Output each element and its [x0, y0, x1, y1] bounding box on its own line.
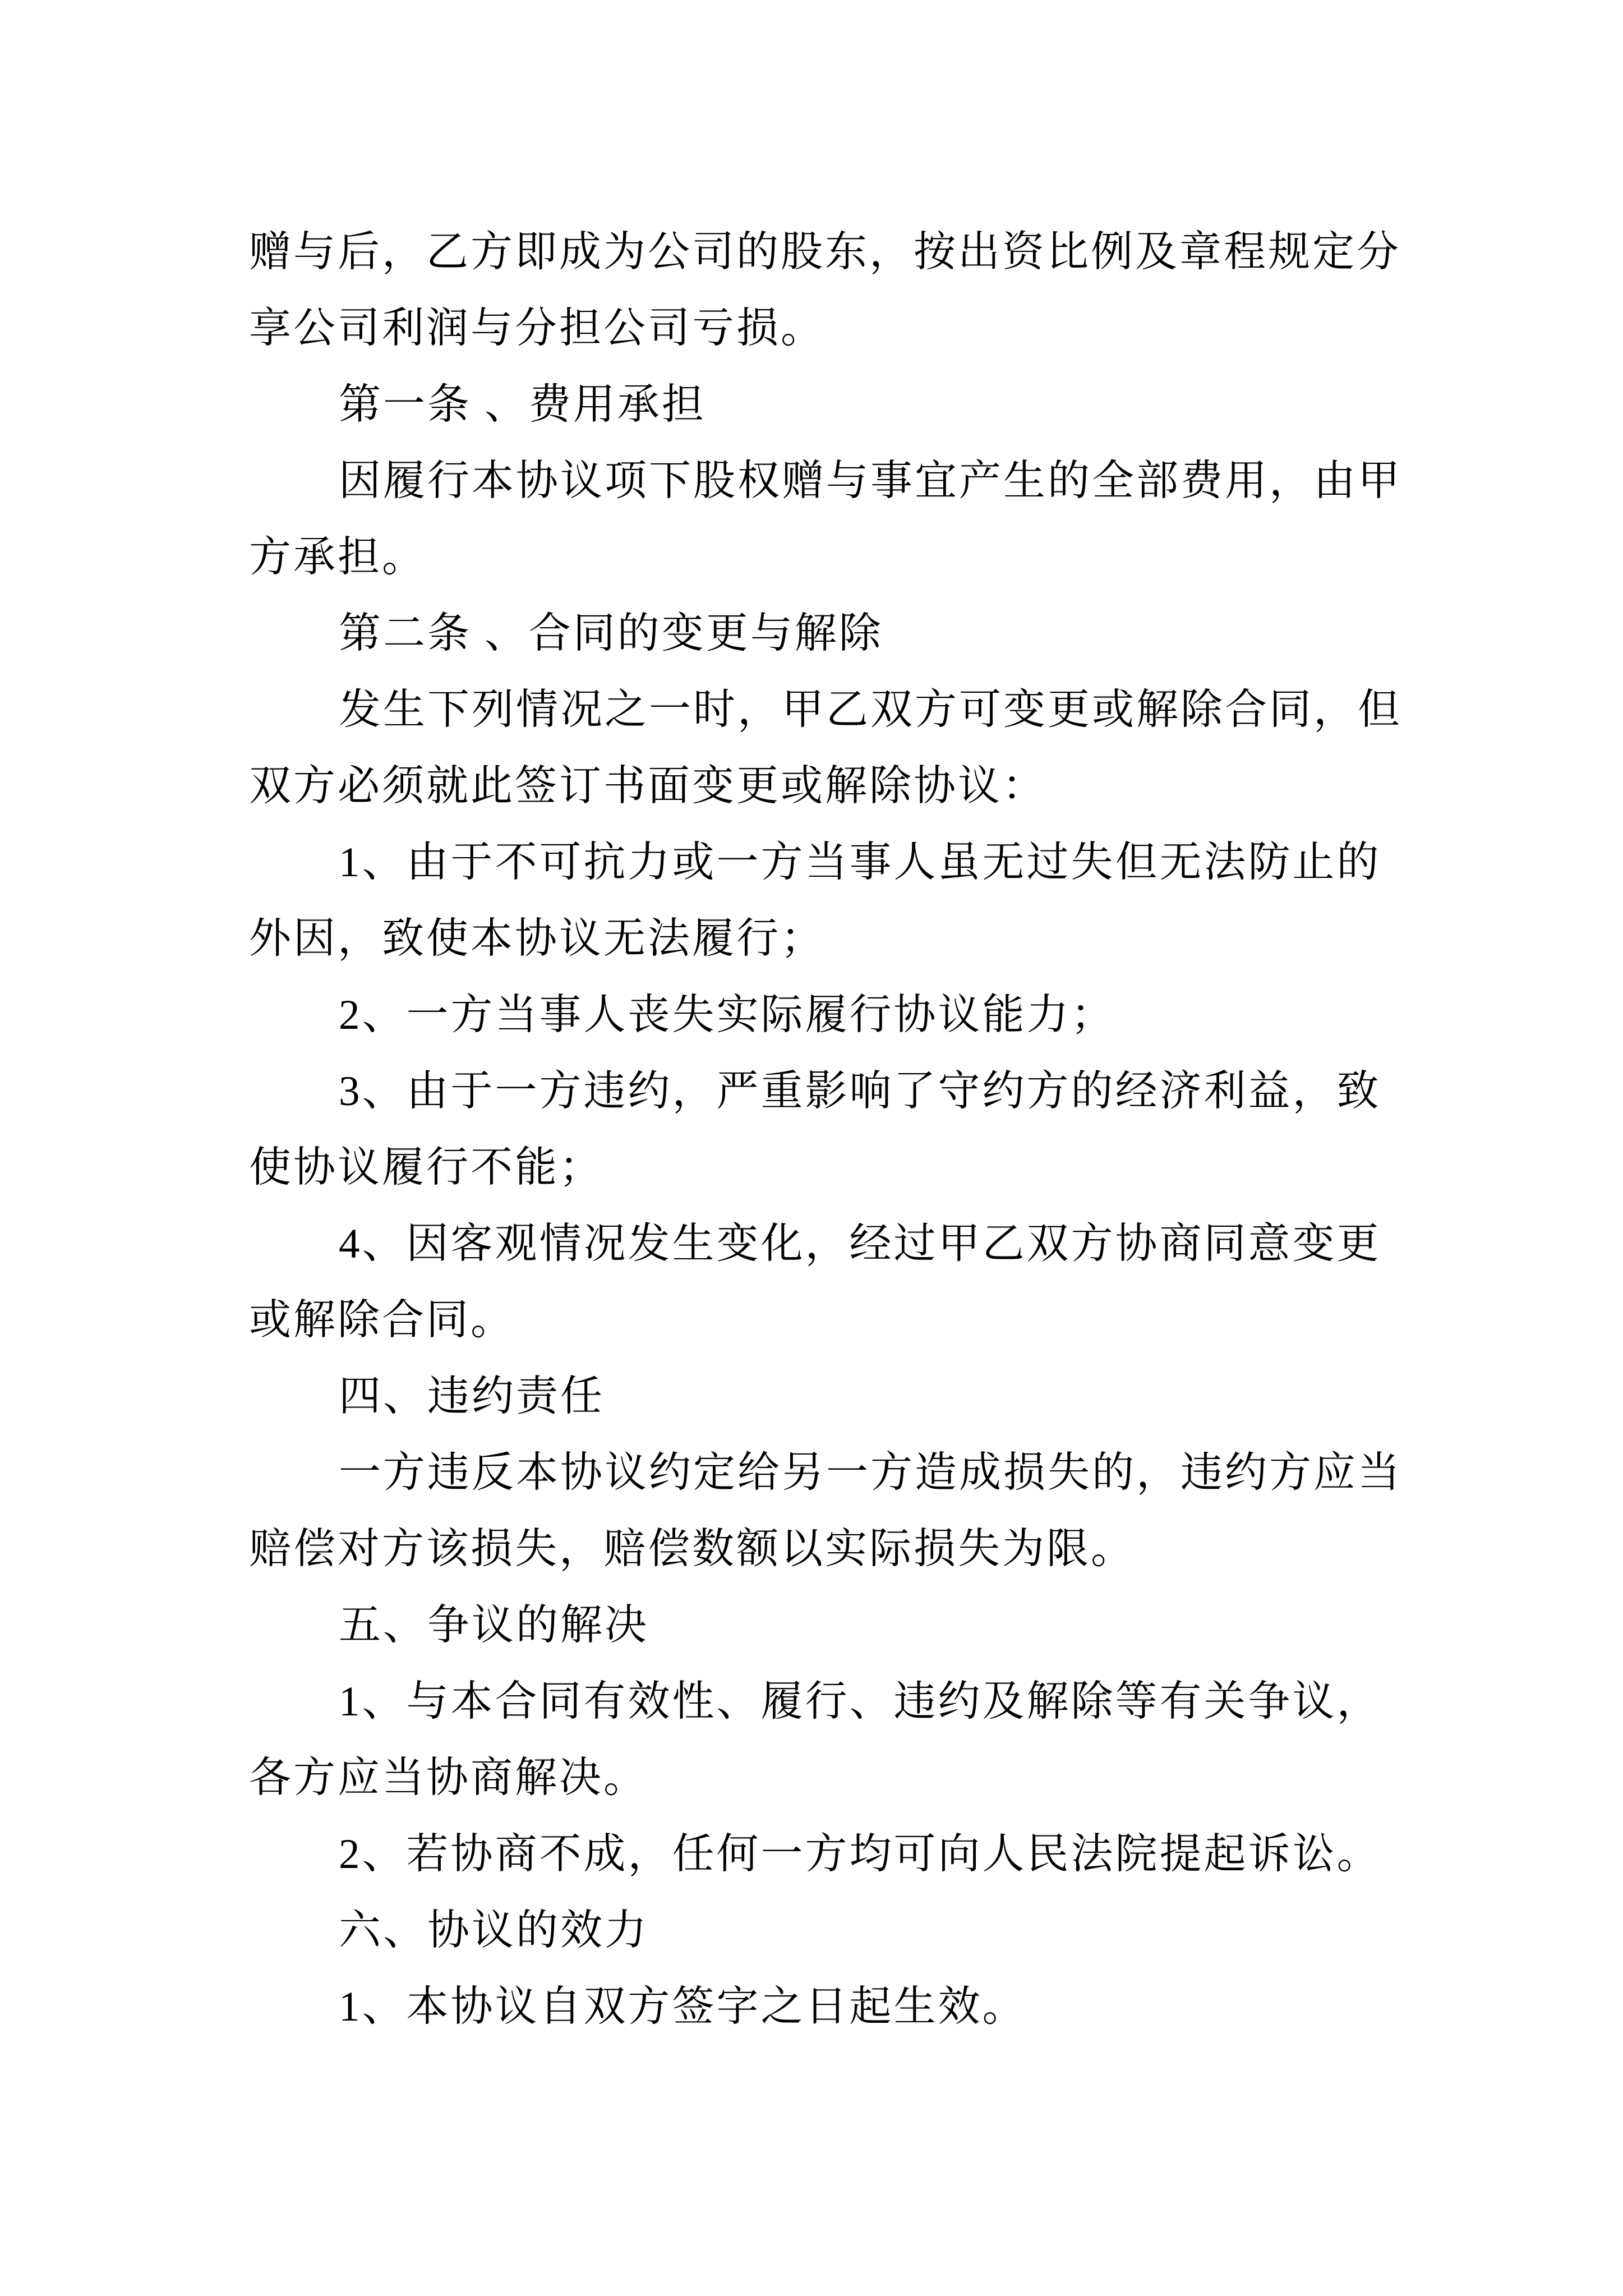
text-line: 使协议履行不能； — [249, 1144, 604, 1191]
text-line: 外因，致使本协议无法履行； — [249, 915, 826, 962]
text-line: 赠与后，乙方即成为公司的股东，按出资比例及章程规定分 — [249, 229, 1401, 275]
text-line: 各方应当协商解决。 — [249, 1755, 648, 1801]
text-line: 因履行本协议项下股权赠与事宜产生的全部费用，由甲 — [339, 458, 1403, 504]
text-line: 享公司利润与分担公司亏损。 — [249, 305, 826, 352]
text-line: 2、一方当事人丧失实际履行协议能力； — [339, 992, 1115, 1038]
text-line: 一方违反本协议约定给另一方造成损失的，违约方应当 — [339, 1450, 1403, 1496]
text-line: 4、因客观情况发生变化，经过甲乙双方协商同意变更 — [339, 1221, 1381, 1267]
text-line: 第一条 、费用承担 — [339, 381, 706, 428]
text-line: 双方必须就此签订书面变更或解除协议： — [249, 763, 1047, 809]
text-line: 第二条 、合同的变更与解除 — [339, 610, 883, 657]
text-line: 2、若协商不成，任何一方均可向人民法院提起诉讼。 — [339, 1831, 1381, 1878]
text-line: 六、协议的效力 — [339, 1907, 649, 1954]
text-line: 方承担。 — [249, 534, 427, 581]
contract-body — [249, 214, 1404, 2045]
text-line: 1、与本合同有效性、履行、违约及解除等有关争议， — [339, 1678, 1381, 1725]
text-line: 发生下列情况之一时，甲乙双方可变更或解除合同，但 — [339, 687, 1403, 733]
text-line: 五、争议的解决 — [339, 1602, 649, 1649]
text-line: 1、本协议自双方签字之日起生效。 — [339, 1984, 1027, 2030]
text-line: 四、违约责任 — [339, 1373, 605, 1420]
text-line: 3、由于一方违约，严重影响了守约方的经济利益，致 — [339, 1068, 1381, 1115]
text-line: 或解除合同。 — [249, 1297, 515, 1343]
text-line: 赔偿对方该损失，赔偿数额以实际损失为限。 — [249, 1526, 1136, 1572]
text-line: 1、由于不可抗力或一方当事人虽无过失但无法防止的 — [339, 839, 1381, 886]
